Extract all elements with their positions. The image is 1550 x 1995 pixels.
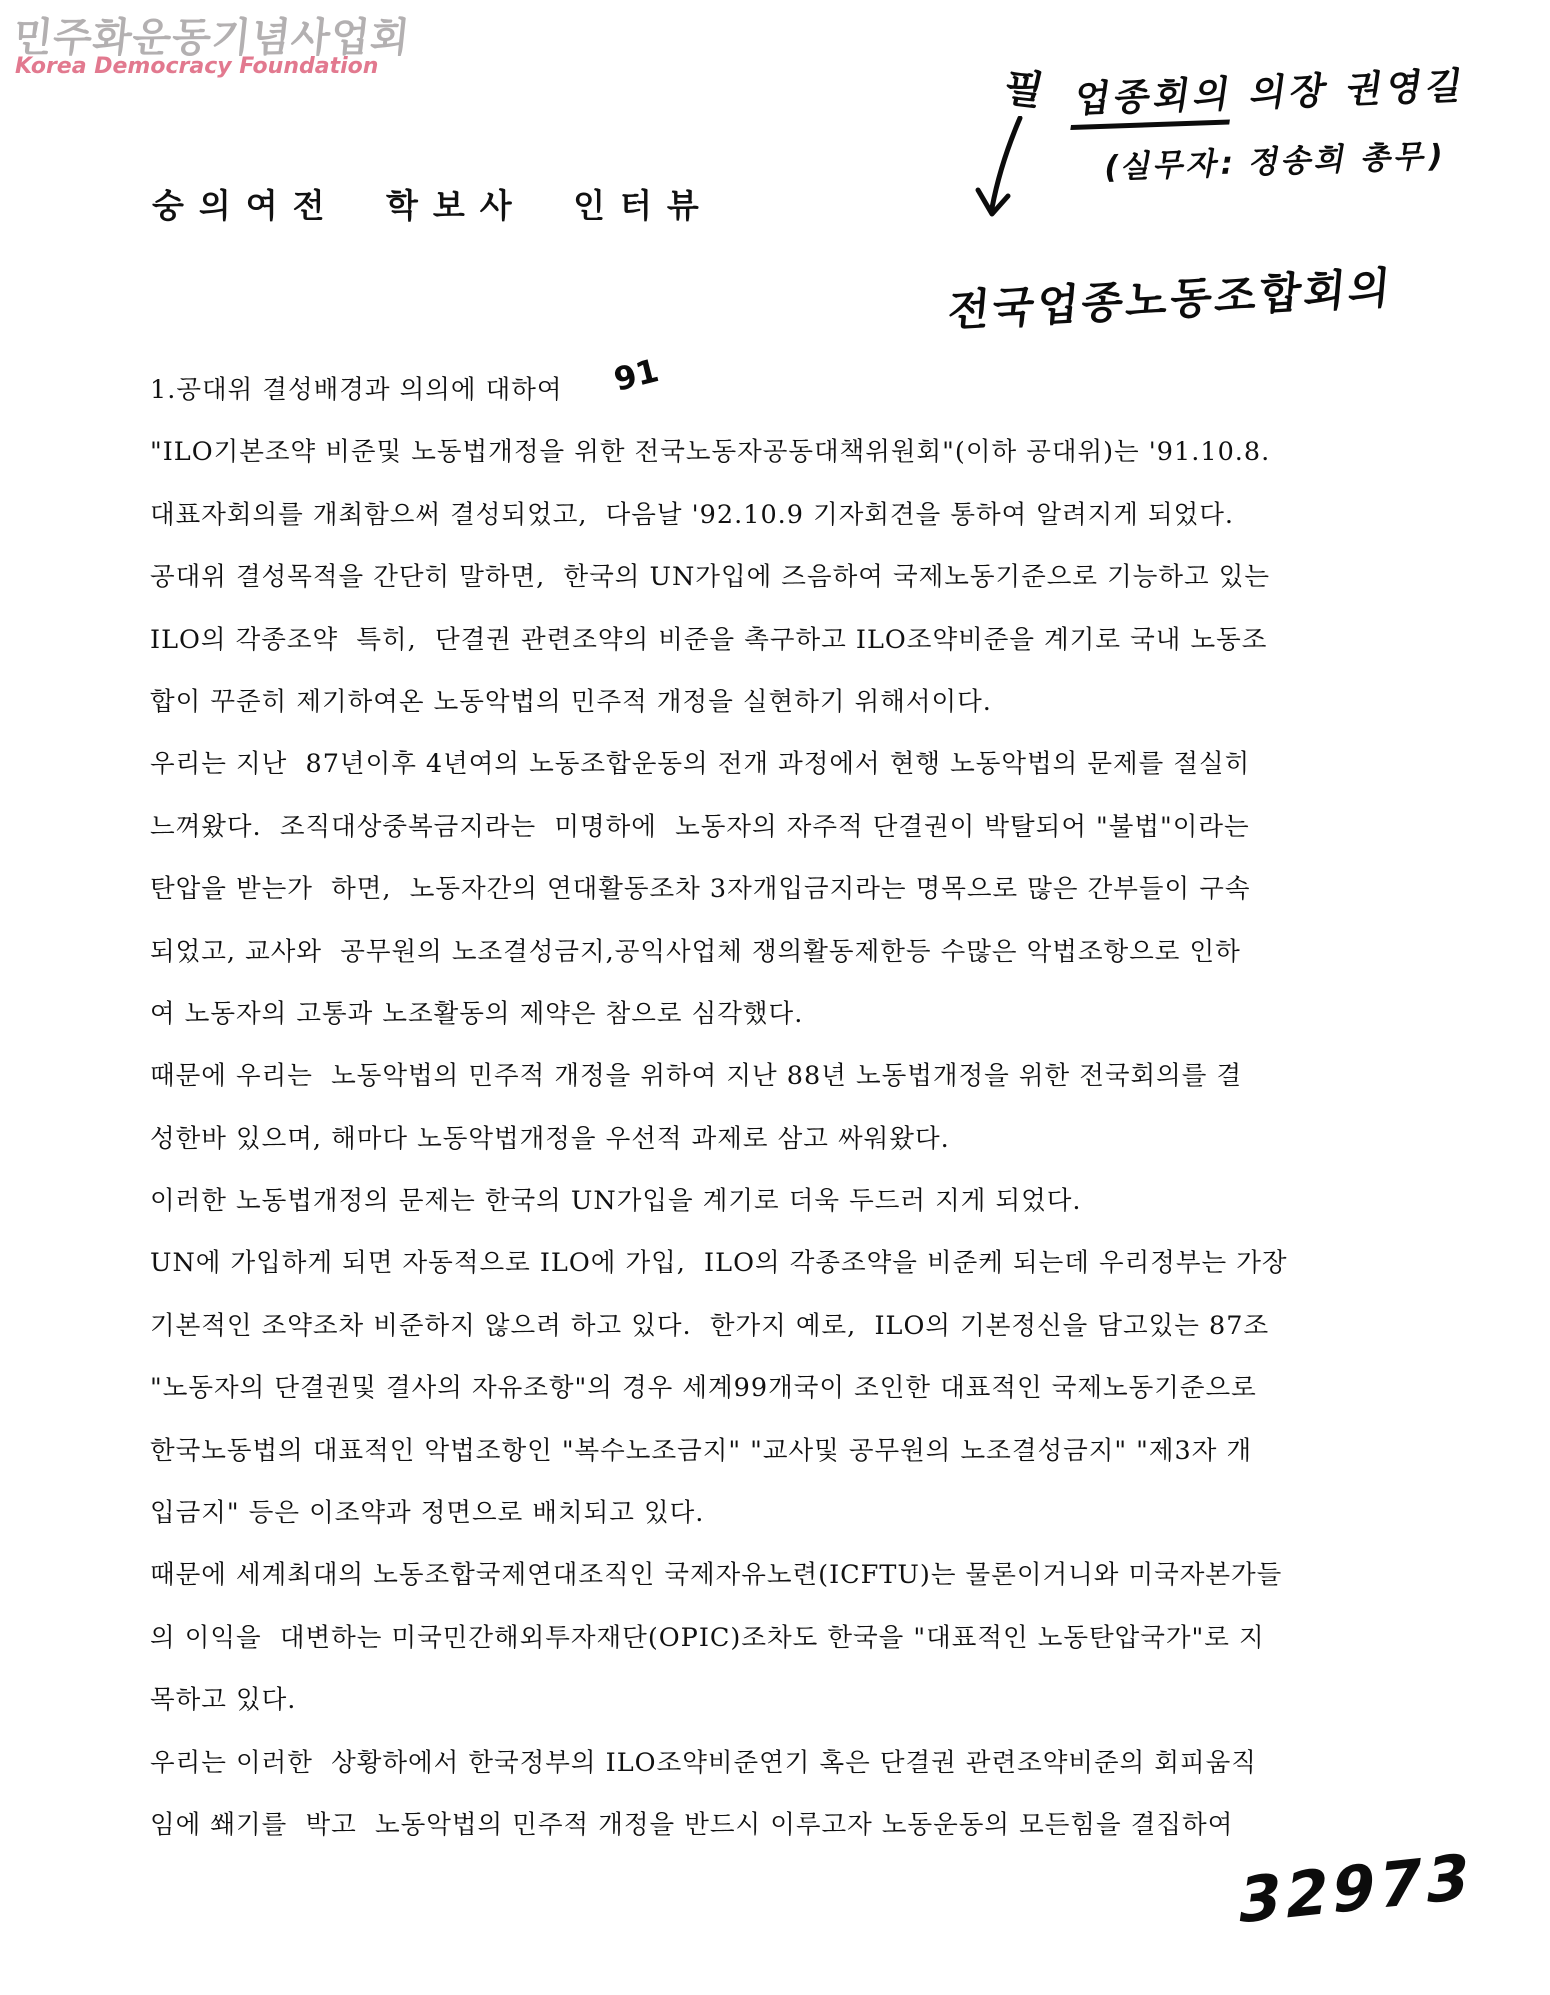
document-body <box>150 370 1450 1867</box>
handwritten-recipient-rest: 의장 권영길 <box>1230 64 1469 116</box>
page-title: 숭의여전 학보사 인터뷰 <box>152 186 714 225</box>
body-text-line: "ILO기본조약 비준및 노동법개정을 위한 전국노동자공동대책위원회"(이하 공대위)는 '91.10.8. <box>150 437 1271 468</box>
body-text-line: UN에 가입하게 되면 자동적으로 ILO에 가입, ILO의 각종조약을 비준케 되는데 우리정부는 가장 <box>150 1248 1288 1279</box>
handwritten-staff-note: (실무자: 정송희 총무) <box>1101 137 1449 187</box>
down-left-arrow-icon <box>968 116 1038 226</box>
body-text-line: 합이 꾸준히 제기하여온 노동악법의 민주적 개정을 실현하기 위해서이다. <box>150 686 992 717</box>
body-text-line: 공대위 결성목적을 간단히 말하면, 한국의 UN가입에 즈음하여 국제노동기준으로 기능하고 있는 <box>150 562 1271 593</box>
body-text-line: 이러한 노동법개정의 문제는 한국의 UN가입을 계기로 더욱 두드러 지게 되었다. <box>150 1186 1082 1217</box>
body-text-line: "노동자의 단결권및 결사의 자유조항"의 경우 세계99개국이 조인한 대표적인 국제노동기준으로 <box>150 1373 1257 1404</box>
handwritten-org-name: 전국업종노동조합회의 <box>945 263 1395 337</box>
handwritten-date-correction: 91 <box>610 351 663 399</box>
body-text-line: 1.공대위 결성배경과 의의에 대하여 <box>150 375 563 405</box>
body-text-line: 성한바 있으며, 해마다 노동악법개정을 우선적 과제로 삼고 싸워왔다. <box>150 1123 950 1154</box>
foundation-logo-korean: 민주화운동기념사업회 <box>11 15 413 61</box>
body-text-line: 탄압을 받는가 하면, 노동자간의 연대활동조차 3자개입금지라는 명목으로 많은 간부들이 구속 <box>150 874 1251 905</box>
body-text-line: 임에 쐐기를 박고 노동악법의 민주적 개정을 반드시 이루고자 노동운동의 모든힘을 결집하여 <box>150 1809 1234 1840</box>
handwritten-recipient-underlined: 업종회의 <box>1070 72 1236 130</box>
body-text-line: 의 이익을 대변하는 미국민간해외투자재단(OPIC)조차도 한국을 "대표적인 노동탄압국가"로 지 <box>150 1622 1265 1653</box>
body-text-line: 우리는 이러한 상황하에서 한국정부의 ILO조약비준연기 혹은 단결권 관련조약비준의 회피움직 <box>150 1747 1257 1778</box>
body-text-line: 되었고, 교사와 공무원의 노조결성금지,공익사업체 쟁의활동제한등 수많은 악법조항으로 인하 <box>150 936 1241 967</box>
body-text-line: 기본적인 조약조차 비준하지 않으려 하고 있다. 한가지 예로, ILO의 기본정신을 담고있는 87조 <box>150 1310 1270 1341</box>
body-text-line: 때문에 우리는 노동악법의 민주적 개정을 위하여 지난 88년 노동법개정을 위한 전국회의를 결 <box>150 1061 1243 1092</box>
body-text-line: 때문에 세계최대의 노동조합국제연대조직인 국제자유노련(ICFTU)는 물론이거니와 미국자본가들 <box>150 1560 1283 1591</box>
body-text-line: 느껴왔다. 조직대상중복금지라는 미명하에 노동자의 자주적 단결권이 박탈되어 "불법"이라는 <box>150 811 1250 842</box>
handwritten-recipient <box>1071 55 1470 123</box>
body-text-line: 목하고 있다. <box>150 1685 297 1716</box>
handwritten-doc-number: 32973 <box>1233 1838 1479 1939</box>
handwritten-to-marker: 필 <box>999 65 1048 115</box>
body-text-line: 대표자회의를 개최함으써 결성되었고, 다음날 '92.10.9 기자회견을 통하여 알려지게 되었다. <box>150 499 1235 530</box>
body-text-line: 우리는 지난 87년이후 4년여의 노동조합운동의 전개 과정에서 현행 노동악법의 문제를 절실히 <box>150 749 1251 780</box>
body-text-line: ILO의 각종조약 특히, 단결권 관련조약의 비준을 촉구하고 ILO조약비준을 계기로 국내 노동조 <box>150 624 1268 655</box>
foundation-logo-english: Korea Democracy Foundation <box>15 54 379 79</box>
body-text-line: 입금지" 등은 이조약과 정면으로 배치되고 있다. <box>150 1498 705 1529</box>
body-text-line: 한국노동법의 대표적인 악법조항인 "복수노조금지" "교사및 공무원의 노조결성금지" "제3자 개 <box>150 1435 1253 1466</box>
body-text-line: 여 노동자의 고통과 노조활동의 제약은 참으로 심각했다. <box>150 998 804 1029</box>
